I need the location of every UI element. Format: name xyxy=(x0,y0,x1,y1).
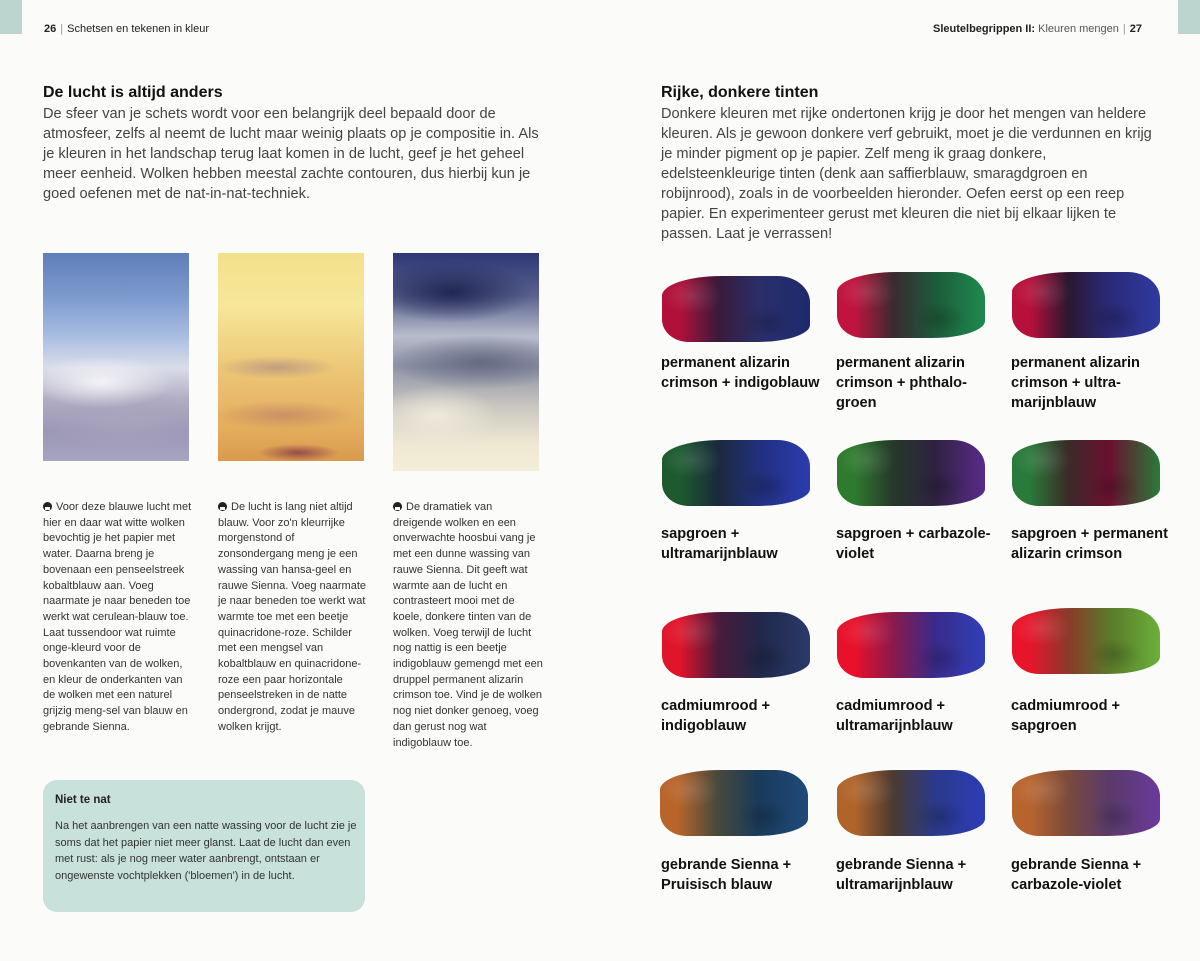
swatch-5 xyxy=(837,440,985,506)
sky-painting-dramatic xyxy=(393,253,539,471)
caption-2 xyxy=(218,500,368,736)
caption-3 xyxy=(393,500,543,751)
running-head-right-light: Kleuren mengen xyxy=(1038,23,1119,35)
swatch-1 xyxy=(662,276,810,342)
swatch-4 xyxy=(662,440,810,506)
swatch-8 xyxy=(837,612,985,678)
sky-painting-yellow xyxy=(218,253,364,461)
swatch-9 xyxy=(1012,608,1160,674)
caption-2-text: De lucht is lang niet altijd blauw. Voor zo'n kleurrijke morgenstond of zonsondergang meng je een wassing van hansa-geel en rauwe Sienna. Voeg naarmate je naar beneden toe werkt wat warmte toe met een beetje quinacridone-roze. Schilder met een mengsel van kobaltblauw en quinacridone-roze een paar horizontale penseelstreken in de natte ondergrond, zodat je mauve wolken krijgt. xyxy=(218,501,366,733)
swatch-label-2: permanent alizarin crimson + phthalo-groen xyxy=(836,355,967,411)
page-edge-tab-left xyxy=(0,0,22,34)
right-heading: Rijke, donkere tinten xyxy=(661,84,819,101)
left-intro: De sfeer van je schets wordt voor een belangrijk deel bepaald door de atmosfeer, zelfs al neemt de lucht maar weinig plaats op je compositie in. Als je kleuren in het landschap terug laat komen in de lucht, geef je het geheel meer eenheid. Wolken hebben meestal zachte contouren, dus hierbij kun je goed oefenen met de nat-in-nat-techniek. xyxy=(43,106,539,202)
swatch-label-5: sapgroen + carbazole-violet xyxy=(836,526,991,562)
swatch-6 xyxy=(1012,440,1160,506)
page-number-right: 27 xyxy=(1129,23,1142,35)
running-head-right-bold: Sleutelbegrippen II: xyxy=(933,23,1036,35)
arrow-up-icon xyxy=(43,502,52,511)
swatch-3 xyxy=(1012,272,1160,338)
swatch-10 xyxy=(660,770,808,836)
sky-painting-blue xyxy=(43,253,189,461)
arrow-up-icon xyxy=(218,502,227,511)
swatch-2 xyxy=(837,272,985,338)
swatch-12 xyxy=(1012,770,1160,836)
caption-3-text: De dramatiek van dreigende wolken en een onverwachte hoosbui vang je met een dunne wassing van rauwe Sienna. Dit geeft wat warmte aan de lucht en contrasteert mooi met de koele, donkere tinten van de wolken. Voeg terwijl de lucht nog nattig is een beetje indigoblauw gemengd met een druppel permanent alizarin crimson toe. Vind je de wolken nog niet donker genoeg, voeg dan gerust nog wat indigoblauw toe. xyxy=(393,501,543,749)
swatch-label-11: gebrande Sienna + ultramarijnblauw xyxy=(836,857,967,893)
tip-box xyxy=(43,780,365,912)
swatch-label-6: sapgroen + permanent alizarin crimson xyxy=(1011,526,1168,562)
separator: | xyxy=(1122,23,1126,35)
separator: | xyxy=(60,23,64,35)
running-head-right xyxy=(933,23,1142,35)
swatch-label-7: cadmiumrood + indigoblauw xyxy=(661,698,771,734)
swatch-label-8: cadmiumrood + ultramarijnblauw xyxy=(836,698,953,734)
running-head-left-text: Schetsen en tekenen in kleur xyxy=(67,23,209,35)
arrow-up-icon xyxy=(393,502,402,511)
swatch-label-3: permanent alizarin crimson + ultra-marijnblauw xyxy=(1011,355,1140,411)
swatch-11 xyxy=(837,770,985,836)
swatch-7 xyxy=(662,612,810,678)
caption-1-text: Voor deze blauwe lucht met hier en daar wat witte wolken bevochtig je het papier met water. Daarna breng je bovenaan een penseelstreek kobaltblauw aan. Voeg naarmate je naar beneden toe werkt wat cerulean-blauw toe. Laat tussendoor wat ruimte onge-kleurd voor de bovenkanten van de wolken, en kleur de onderkanten van de wolken met een naturel grijzig meng-sel van blauw en gebrande Sienna. xyxy=(43,501,192,733)
swatch-label-4: sapgroen + ultramarijnblauw xyxy=(661,526,778,562)
tip-text: Na het aanbrengen van een natte wassing voor de lucht zie je soms dat het papier niet meer glanst. Laat de lucht dan even met rust: als je nog meer water aanbrengt, ontstaan er ongewenste vochtplekken ('bloemen') in de lucht. xyxy=(55,820,357,882)
caption-1 xyxy=(43,500,193,736)
tip-title: Niet te nat xyxy=(55,794,111,806)
left-heading: De lucht is altijd anders xyxy=(43,84,223,101)
page-number-left: 26 xyxy=(44,23,57,35)
page-edge-tab-right xyxy=(1178,0,1200,34)
swatch-label-1: permanent alizarin crimson + indigoblauw xyxy=(661,355,820,391)
swatch-label-12: gebrande Sienna + carbazole-violet xyxy=(1011,857,1142,893)
swatch-label-9: cadmiumrood + sapgroen xyxy=(1011,698,1121,734)
right-intro: Donkere kleuren met rijke ondertonen krijg je door het mengen van heldere kleuren. Als je gewoon donkere verf gebruikt, moet je die verdunnen en krijg je minder pigment op je papier. Zelf meng ik graag donkere, edelsteenkleurige tinten (denk aan saffierblauw, smaragdgroen en robijnrood), zoals in de voorbeelden hieronder. Oefen eerst op een reep papier. En experimenteer gerust met kleuren die niet bij elkaar lijken te passen. Laat je verrassen! xyxy=(661,106,1152,242)
running-head-left xyxy=(44,23,209,35)
swatch-label-10: gebrande Sienna + Pruisisch blauw xyxy=(661,857,792,893)
